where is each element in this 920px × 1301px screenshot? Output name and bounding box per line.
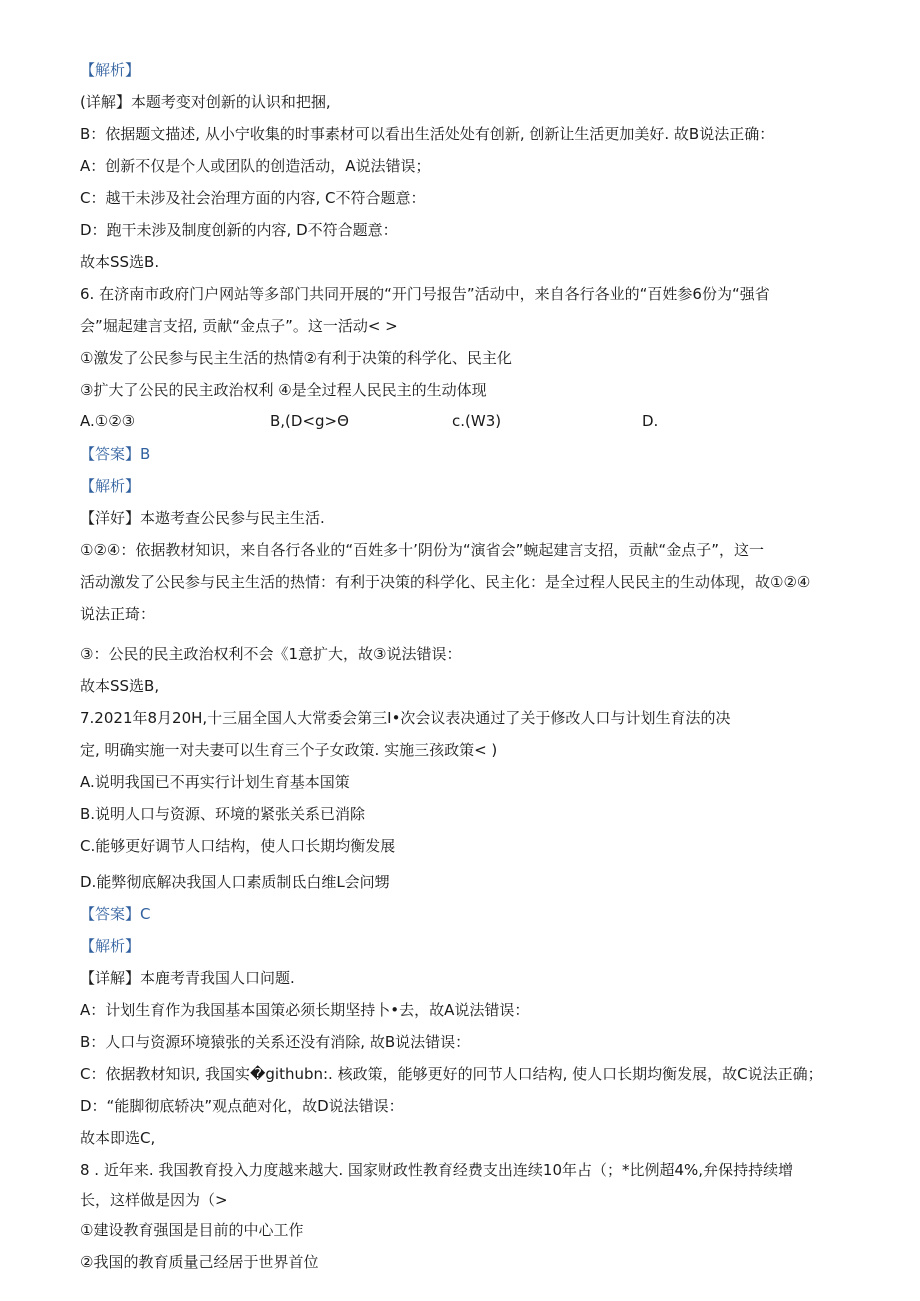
statement-line: ①建设教育强国是目前的中心工作	[80, 1221, 304, 1239]
option-a: A.说明我国已不再实行计划生育基本国策	[80, 773, 350, 791]
text-line: 故本即选C,	[80, 1129, 156, 1147]
analysis-label: 【解析】	[80, 61, 141, 79]
text-line: 活动激发了公民参与民主生活的热情：有利于决策的科学化、民主化：是全过程人民民主的生动体现，故①②④	[80, 573, 811, 591]
statement-line: ②我国的教育质量己经居于世界首位	[80, 1253, 319, 1271]
statement-line: ③扩大了公民的民主政治权利 ④是全过程人民民主的生动体现	[80, 381, 487, 399]
text-line: 故本SS选B,	[80, 677, 160, 695]
analysis-label: 【解析】	[80, 937, 141, 955]
question-8-line-2: 长，这样做是因为（>	[80, 1191, 228, 1209]
text-line: ①②④：依据教材知识，来自各行各业的“百姓多十’阴份为“演省会”蜿起建言支招，贡献“金点子”，这一	[80, 541, 764, 559]
text-line: C：越干未涉及社会治理方面的内容, C不符合题意：	[80, 189, 426, 207]
option-c: c.(W3)	[452, 412, 502, 430]
text-line: 【详解】本鹿考青我国人口问题.	[80, 969, 295, 987]
text-line: A：创新不仅是个人或团队的创造活动，A说法错误；	[80, 157, 431, 175]
answer-label: 【答案】C	[80, 905, 151, 923]
option-d: D.能弊彻底解决我国人口素质制氐白维L会问甥	[80, 873, 390, 891]
option-c: C.能够更好调节人口结构，使人口长期均衡发展	[80, 837, 396, 855]
analysis-label: 【解析】	[80, 477, 141, 495]
answer-label: 【答案】B	[80, 445, 151, 463]
option-b: B.说明人口与资源、环境的紧张关系已消除	[80, 805, 366, 823]
text-line: 【洋好】本遨考查公民参与民主生活.	[80, 509, 325, 527]
text-line: D：跑干未涉及制度创新的内容, D不符合题意：	[80, 221, 398, 239]
option-d: D.	[642, 412, 659, 430]
question-7-line-2: 定, 明确实施一对夫妻可以生育三个子女政策. 实施三孩政策< )	[80, 741, 498, 759]
question-6-line-2: 会”堀起建言支招, 贡献“金点子”。这一活动< >	[80, 317, 398, 335]
text-line: C：依据教材知识, 我国实�githubn:. 核政策，能够更好的冋节人口结构, 使人口长期均衡发展，故C说法正确；	[80, 1065, 823, 1083]
text-line: B：依据题文描述, 从小宁收集的时事素材可以看出生活处处有创新, 创新让生活更加美好. 故B说法正确：	[80, 125, 775, 143]
option-a: A.①②③	[80, 412, 136, 430]
text-line: 故本SS选B.	[80, 253, 160, 271]
question-6-options	[80, 412, 840, 432]
option-b: B,(D<g>Θ	[270, 412, 349, 430]
question-6-line-1: 6. 在济南市政府门户网站等多部门共同开展的“开门号报告”活动中，来自各行各业的“百姓参6份为“强省	[80, 285, 770, 303]
text-line: ③：公民的民主政治权利不会《1意扩大，故③说法错误：	[80, 645, 462, 663]
statement-line: ①激发了公民参与民主生活的热情②有利于决策的科学化、民主化	[80, 349, 512, 367]
text-line: 说法正琦：	[80, 605, 156, 623]
question-8-line-1: 8 . 近年来. 我国教育投入力度越来越大. 国家财政性教育经费支出连续10年占（；*比例超4%,弁保持持续增	[80, 1161, 794, 1179]
text-line: A：计划生育作为我国基本国策必须长期坚持卜•去，故A说法错误：	[80, 1001, 530, 1019]
text-line: B：人口与资源环境猿张的关系还没有消除, 故B说法错误：	[80, 1033, 471, 1051]
text-line: (详解】本题考变对创新的认识和把捆,	[80, 93, 331, 111]
text-line: D：“能脚彻底轿决”观点葩对化，故D说法错误：	[80, 1097, 404, 1115]
question-7-line-1: 7.2021年8月20H,十三届全国人大常委会第三I•次会议表决通过了关于修改人口与计划生育法的决	[80, 709, 731, 727]
